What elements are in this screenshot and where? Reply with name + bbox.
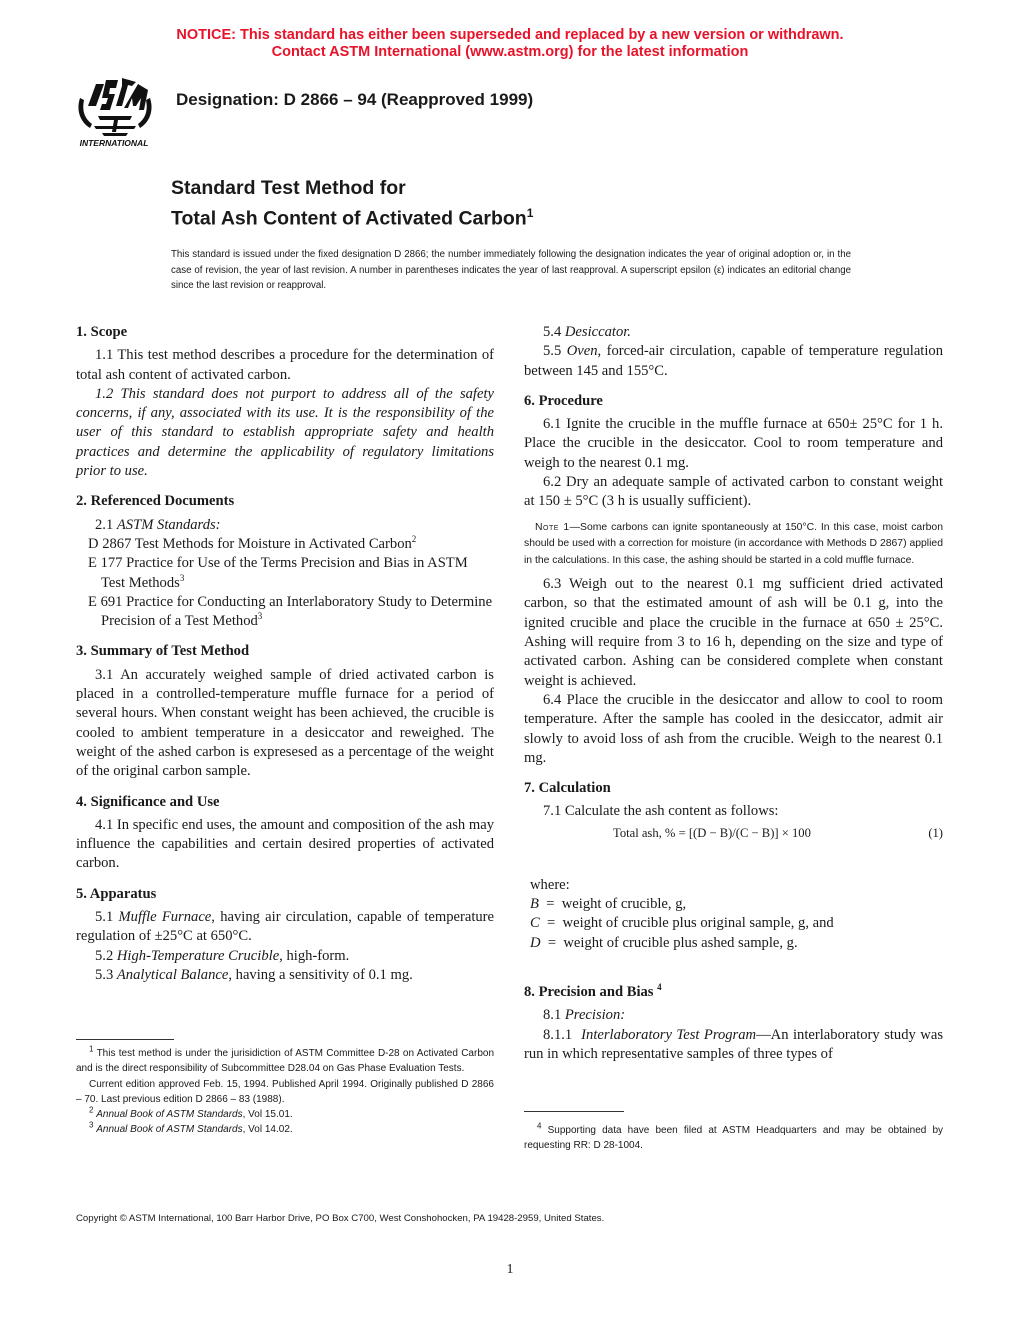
footnote [76, 1046, 494, 1077]
clause-number: 5.4 [543, 324, 565, 340]
section-heading [524, 983, 943, 1002]
footnote-mark: 2 [89, 1105, 94, 1115]
clause-number: 5.2 [95, 947, 117, 964]
paragraph: 1.1 This test method describes a procedure for the determination of total ash content of activated carbon. [76, 347, 494, 383]
paragraph: 7.1 Calculate the ash content as follows: [543, 803, 779, 820]
variable-symbol: D [530, 934, 541, 951]
issuance-statement: This standard is issued under the fixed designation D 2866; the number immediately following the designation indicates the year of original adoption or, in the case of revision, the year of last revision. A number in parentheses indicates the year of last reapproval. A superscript epsilon (ε) indicates an editorial change since the last revision or reapproval. [171, 249, 851, 291]
clause-title: Precision: [564, 1007, 626, 1024]
clause-title: Oven [566, 343, 598, 360]
variable-symbol: B [530, 896, 539, 913]
title-line-2-text: Total Ash Content of Activated Carbon [171, 207, 527, 230]
clause-number: 5.3 [95, 966, 117, 983]
clause-title: Analytical Balance [116, 966, 229, 983]
footnote-italic: Annual Book of ASTM Standards [96, 1109, 243, 1121]
section-heading: 7. Calculation [524, 780, 611, 797]
logo-text: INTERNATIONAL [79, 138, 149, 148]
paragraph: 6.3 Weigh out to the nearest 0.1 mg sufficient dried activated carbon, so that the estimated amount of ash will be 0.1 g, into the ignited crucible and place the crucible in the furnace at 650 ± 25°C. Ashing will require from 3 to 16 h, depending on the size and type of activated carbon. Ashing can be considered complete when constant weight is achieved. [524, 576, 943, 689]
paragraph: 6.2 Dry an adequate sample of activated carbon to constant weight at 150 ± 5°C (3 h is usually sufficient). [524, 474, 943, 510]
footnote-mark: 3 [257, 611, 263, 622]
designation: Designation: D 2866 – 94 (Reapproved 1999) [176, 90, 534, 109]
paragraph: 3.1 An accurately weighed sample of dried activated carbon is placed in a controlled-temperature muffle furnace for a period of several hours. When constant weight has been achieved, the crucible is cooled to ambient temperature in a desiccator and reweighed. The weight of the ashed carbon is expresesed as a percentage of the weight of the original carbon sample. [76, 666, 494, 780]
clause-text: , having a sensitivity of 0.1 mg. [228, 966, 413, 983]
withdrawal-notice [0, 27, 1020, 61]
document-title [171, 176, 533, 232]
section-heading: 5. Apparatus [76, 885, 157, 902]
footnote-text: , Vol 14.02. [242, 1124, 293, 1136]
section-heading-text: 8. Precision and Bias [524, 983, 654, 1000]
footnote-mark: 4 [657, 982, 662, 993]
variable-text: = weight of crucible plus ashed sample, g. [540, 934, 798, 951]
reference-item [76, 593, 494, 632]
footnote-text: Supporting data have been filed at ASTM Headquarters and may be obtained by requesting RR: D 28-1004. [524, 1125, 944, 1152]
section-heading: 2. Referenced Documents [76, 493, 235, 510]
notice-line-2: Contact ASTM International (www.astm.org) for the latest information [271, 44, 749, 60]
title-line-1: Standard Test Method for [171, 177, 406, 199]
copyright-line: Copyright © ASTM International, 100 Barr Harbor Drive, PO Box C700, West Conshohocken, PA 19428-2959, United States. [76, 1213, 605, 1224]
footnotes-right [524, 1123, 943, 1154]
clause-title: High-Temperature Crucible [116, 947, 280, 964]
equation-number: (1) [928, 825, 943, 840]
left-column [76, 323, 494, 985]
reference-item [76, 554, 494, 593]
footnote-mark: 4 [537, 1121, 542, 1131]
footnote-text: , Vol 15.01. [242, 1109, 293, 1121]
section-heading: 3. Summary of Test Method [76, 643, 250, 660]
variable-definition [524, 895, 943, 914]
variable-text: = weight of crucible plus original sample, g, and [539, 915, 834, 932]
reference-item [76, 535, 494, 554]
notice-line-1: NOTICE: This standard has either been superseded and replaced by a new version or withdrawn. [176, 27, 844, 43]
clause-number: 8.1.1 [543, 1026, 582, 1043]
paragraph [76, 966, 494, 985]
where-label: where: [530, 876, 570, 893]
footnote-mark: 3 [89, 1121, 94, 1131]
paragraph: 6.4 Place the crucible in the desiccator and allow to cool to room temperature. After the sample has cooled in the desiccator, admit air slowly to avoid loss of ash from the crucible. Weigh to the nearest 0.1 mg. [524, 691, 943, 766]
clause-text: , forced-air circulation, capable of temperature regulation between 145 and 155°C. [524, 343, 943, 379]
footnote-mark: 1 [89, 1044, 94, 1054]
footnote-mark: 2 [411, 534, 417, 545]
note [524, 520, 943, 570]
paragraph [76, 516, 494, 535]
footnote [76, 1107, 494, 1122]
clause-title: ASTM Standards: [116, 516, 221, 533]
equation-body: Total ash, % = [(D − B)/(C − B)] × 100 [613, 825, 811, 840]
clause-number: 8.1 [543, 1007, 565, 1024]
clause-title: Muffle Furnace [118, 909, 212, 926]
paragraph [524, 342, 943, 381]
title-footnote-mark: 1 [526, 206, 534, 220]
footnote [524, 1123, 943, 1154]
note-text: —Some carbons can ignite spontaneously at 150°C. In this case, moist carbon should be used with a correction for moisture (in accordance with Methods D 2867) applied in the calculations. In this case, the ashing should be started in a cold muffle furnace. [524, 521, 943, 566]
variable-definition [524, 934, 943, 953]
footnotes-left [76, 1046, 494, 1138]
clause-title: Interlaboratory Test Program [581, 1026, 757, 1043]
variable-text: = weight of crucible, g, [538, 896, 687, 913]
footnote [76, 1122, 494, 1137]
footnote-rule [524, 1111, 624, 1112]
footnote-rule [76, 1039, 174, 1040]
paragraph: 4.1 In specific end uses, the amount and composition of the ash may influence the capabilities and certain desired properties of activated carbon. [76, 816, 494, 872]
title-line-2 [171, 201, 533, 232]
footnote-text: This test method is under the jurisidiction of ASTM Committee D-28 on Activated Carbon and is the direct responsibility of Subcommittee D28.04 on Gas Phase Evaluation Tests. [76, 1048, 494, 1075]
paragraph: 6.1 Ignite the crucible in the muffle furnace at 650± 25°C for 1 h. Place the crucible in the desiccator. Cool to room temperature and weigh to the nearest 0.1 mg. [524, 416, 943, 471]
section-heading: 6. Procedure [524, 392, 603, 409]
equation [524, 824, 943, 858]
clause-text: , having air circulation, capable of temperature regulation of ±25°C at 650°C. [76, 909, 495, 945]
clause-number: 5.5 [543, 343, 567, 360]
footnote-italic: Annual Book of ASTM Standards [96, 1124, 243, 1136]
note-label: Note 1 [535, 521, 570, 533]
reference-text: D 2867 Test Methods for Moisture in Activated Carbon [88, 535, 412, 552]
page-number: 1 [506, 1262, 514, 1277]
paragraph [524, 323, 943, 342]
clause-text: —An interlaboratory study was run in which representative samples of three types of [524, 1026, 943, 1062]
right-column [524, 323, 943, 1064]
paragraph [76, 908, 494, 947]
paragraph [524, 1026, 943, 1065]
paragraph: 1.2 This standard does not purport to address all of the safety concerns, if any, associated with its use. It is the responsibility of the user of this standard to establish appropriate safety and health practices and determine the applicability of regulatory limitations prior to use. [76, 385, 494, 480]
clause-number: 5.1 [95, 909, 119, 926]
variable-list [524, 895, 943, 953]
variable-definition [524, 914, 943, 933]
paragraph [76, 947, 494, 966]
footnote-mark: 3 [179, 572, 185, 583]
clause-text: , high-form. [279, 947, 350, 964]
section-heading: 4. Significance and Use [76, 793, 220, 810]
astm-logo-icon [66, 76, 162, 150]
variable-symbol: C [530, 915, 540, 932]
reference-text: E 691 Practice for Conducting an Interlaboratory Study to Determine Precision of a Test Method [88, 593, 493, 630]
section-heading: 1. Scope [76, 324, 128, 340]
paragraph [524, 1006, 943, 1025]
clause-number: 2.1 [95, 516, 117, 533]
reference-text: E 177 Practice for Use of the Terms Precision and Bias in ASTM Test Methods [88, 555, 468, 591]
clause-title: Desiccator. [564, 324, 631, 340]
footnote: Current edition approved Feb. 15, 1994. Published April 1994. Originally published D 2866 – 70. Last previous edition D 2866 – 83 (1988). [76, 1078, 494, 1105]
